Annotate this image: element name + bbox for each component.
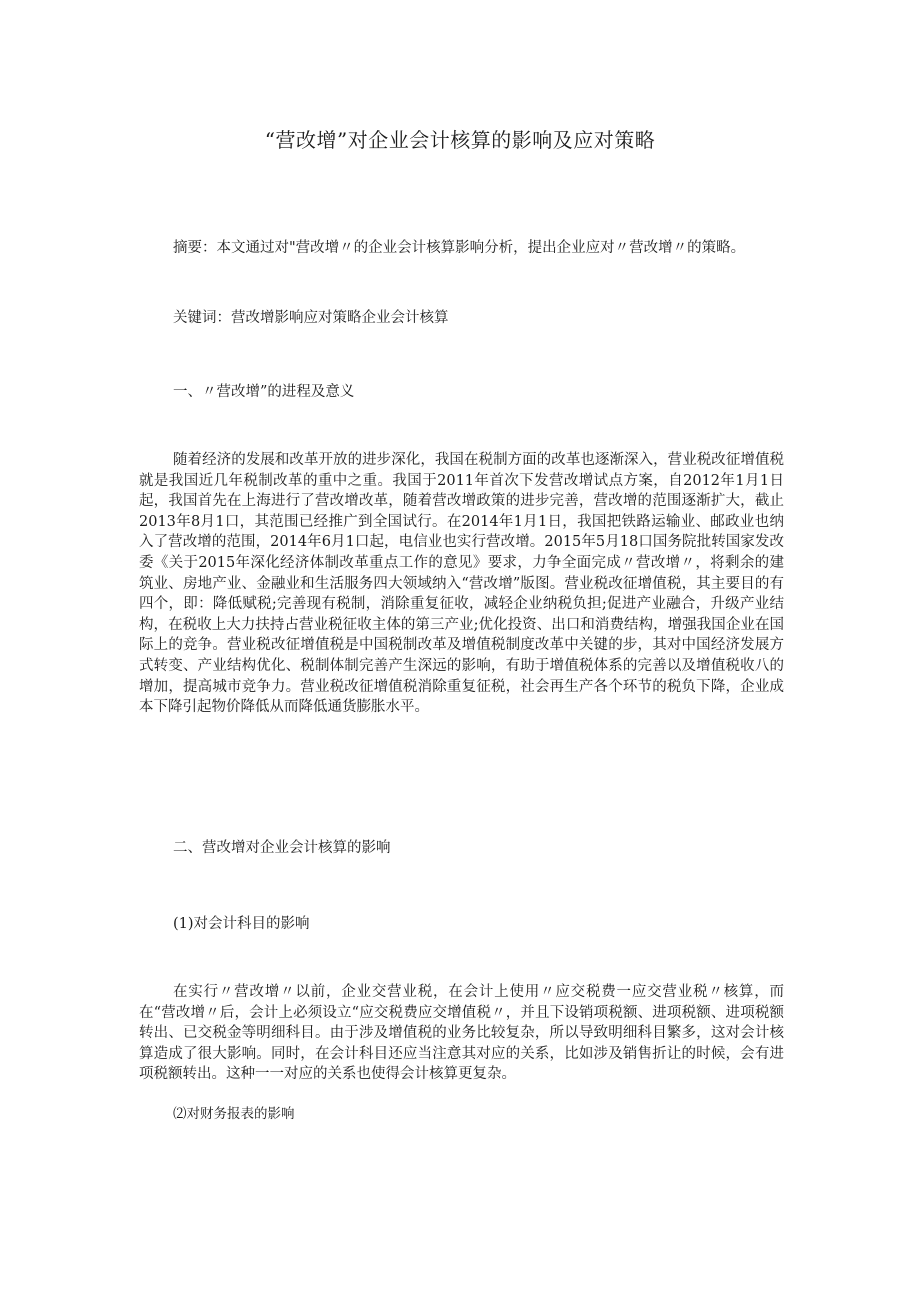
- section-2-heading: 二、营改增对企业会计核算的影响: [173, 840, 391, 856]
- subsection-2-heading: ⑵对财务报表的影响: [173, 1106, 295, 1122]
- section-1-heading: 一、〃营改增”的进程及意义: [173, 384, 355, 400]
- subsection-1-heading: (1)对会计科目的影响: [173, 916, 310, 932]
- document-title: “营改增”对企业会计核算的影响及应对策略: [264, 128, 656, 152]
- keywords: 关键词：营改增影响应对策略企业会计核算: [173, 310, 449, 326]
- subsection-1-body: 在实行〃营改增〃以前，企业交营业税，在会计上使用〃应交税费一应交营业税〃核算，而在“营改增〃后，会计上必须设立“应交税费应交增值税〃，并且下设销项税额、进项税额、进项税额转出、已交税金等明细科目。由于涉及增值税的业务比较复杂，所以导致明细科目繁多，这对会计核算造成了很大影响。同时，在会计科目还应当注意其对应的关系，比如涉及销售折让的时候，会有进项税额转出。这种一一对应的关系也使得会计核算更复杂。: [139, 984, 784, 1083]
- section-1-body: 随着经济的发展和改革开放的进步深化，我国在税制方面的改革也逐渐深入，营业税改征增值税就是我国近几年税制改革的重中之重。我国于2011年首次下发营改增试点方案，自2012年1月1日起，我国首先在上海进行了营改增改革，随着营改增政策的进步完善，营改增的范围逐渐扩大，截止2013年8月1口，其范围已经推广到全国试行。在2014年1月1日，我国把铁路运输业、邮政业也纳入了营改增的范围，2014年6月1口起，电信业也实行营改增。2015年5月18口国务院批转国家发改委《关于2015年深化经济体制改革重点工作的意见》要求，力争全面完成〃营改增〃，将剩余的建筑业、房地产业、金融业和生活服务四大领域纳入“营改增”版图。营业税改征增值税，其主要目的有四个，即：降低赋税;完善现有税制，消除重复征收，减轻企业纳税负担;促进产业融合，升级产业结构，在税收上大力扶持占营业税征收主体的第三产业;优化投资、出口和消费结构，增强我国企业在国际上的竞争。营业税改征增值税是中国税制改革及增值税制度改革中关键的步，其对中国经济发展方式转变、产业结构优化、税制体制完善产生深远的影响，有助于增值税体系的完善以及增值税收八的增加，提高城市竞争力。营业税改征增值税消除重复征税，社会再生产各个环节的税负下降，企业成本下降引起物价降低从而降低通货膨胀水平。: [139, 452, 784, 716]
- abstract: 摘要：本文通过对"营改增〃的企业会计核算影响分析，提出企业应对〃营改增〃的策略。: [173, 240, 746, 256]
